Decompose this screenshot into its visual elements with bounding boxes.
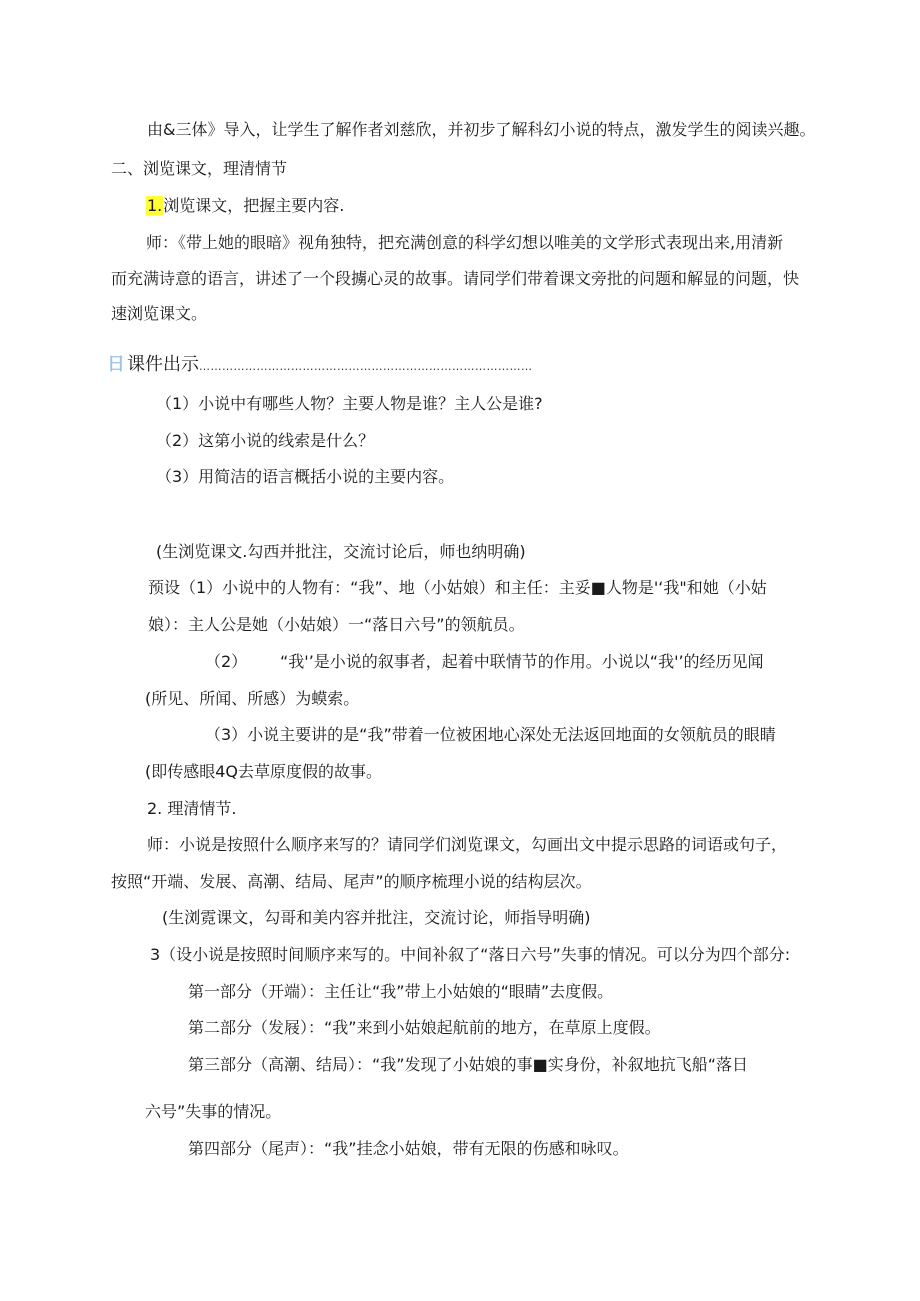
part-3-line-1: 第三部分（高潮、结局）：“我”发现了小姑娘的事■实身份，补叙地抗飞船“落日 bbox=[188, 1055, 748, 1074]
answer-2-line-1: “我'’是小说的叙事者，起着中联情节的作用。小说以“我'’的经历见闻 bbox=[280, 652, 764, 671]
highlight-marker: 1. bbox=[147, 196, 163, 215]
teacher-question-line-2: 按照“开端、发展、高潮、结局、尾声”的顺序梳理小说的结构层次。 bbox=[111, 872, 592, 891]
step-1-text: 浏览课文，把握主要内容. bbox=[163, 196, 345, 215]
question-2: （2）这第小说的线索是什么？ bbox=[156, 431, 375, 450]
student-activity-2: (生浏霓课文，勾哥和美内容并批注，交流讨论，师指导明确) bbox=[162, 908, 591, 927]
teacher-line-1: 师：《带上她的眼暗》视角独特，把充满创意的科学幻想以唯美的文学形式表现出来,用清新 bbox=[146, 233, 784, 252]
answer-1-line-2: 娘）：主人公是她（小姑娘）一“落日六号”的领航员。 bbox=[148, 615, 525, 634]
courseware-title: 课件出示 bbox=[127, 354, 199, 375]
step-1-heading bbox=[146, 195, 344, 217]
answer-1-line-1: 预设（1）小说中的人物有：“我”、地（小姑娘）和主任：主妥■人物是'‘我"和她（小姑 bbox=[148, 578, 767, 597]
teacher-question-line-1: 师：小说是按照什么顺序来写的？请同学们浏览课文，勾画出文中提示思路的词语或句子， bbox=[147, 835, 788, 854]
teacher-line-2: 而充满诗意的语言，讲述了一个段擄心灵的故事。请同学们带着课文旁批的问题和解显的问题，快 bbox=[111, 269, 800, 288]
student-activity-1: (生浏览课文.勾西并批注，交流讨论后，师也纳明确) bbox=[156, 542, 526, 561]
courseware-heading bbox=[107, 354, 533, 378]
structure-summary: 3（设小说是按照时间顺序来写的。中间补叙了“落日六号”失事的情况。可以分为四个部分: bbox=[150, 945, 791, 964]
part-3-line-2: 六号”失事的情况。 bbox=[145, 1102, 282, 1121]
answer-2-number: （2） bbox=[205, 652, 248, 671]
courseware-leader-dots: …………………………………………………………………………… bbox=[199, 360, 533, 373]
teacher-line-3: 速浏览课文。 bbox=[111, 304, 208, 323]
section-heading-2: 二、浏览课文，理清情节 bbox=[111, 159, 288, 178]
part-1: 第一部分（开端）：主任让“我”带上小姑娘的“眼睛”去度假。 bbox=[188, 982, 614, 1001]
question-3: （3）用简洁的语言概括小说的主要内容。 bbox=[156, 467, 455, 486]
part-2: 第二部分（发屐）：“我”来到小姑娘起航前的地方，在草原上度假。 bbox=[188, 1018, 661, 1037]
part-4: 第四部分（尾声）：“我”挂念小姑娘，带有无限的伤感和咏叹。 bbox=[188, 1139, 629, 1158]
intro-line: 由&三体》导入，让学生了解作者刘慈欣，并初步了解科幻小说的特点，激发学生的阅读兴趣。 bbox=[147, 120, 816, 139]
answer-3-line-2: (即传感眼4Q去草原度假的故事。 bbox=[145, 762, 383, 781]
answer-2-line-2: (所见、所闻、所感）为蟆索。 bbox=[145, 689, 360, 708]
courseware-icon: 日 bbox=[107, 354, 125, 375]
question-1: （1）小说中有哪些人物？主要人物是谁？主人公是谁? bbox=[156, 394, 543, 413]
answer-3-line-1: （3）小说主要讲的是“我”带着一位被困地心深处无法返回地面的女领航员的眼睛 bbox=[205, 725, 776, 744]
step-2-heading: 2. 理清情节. bbox=[147, 799, 237, 818]
